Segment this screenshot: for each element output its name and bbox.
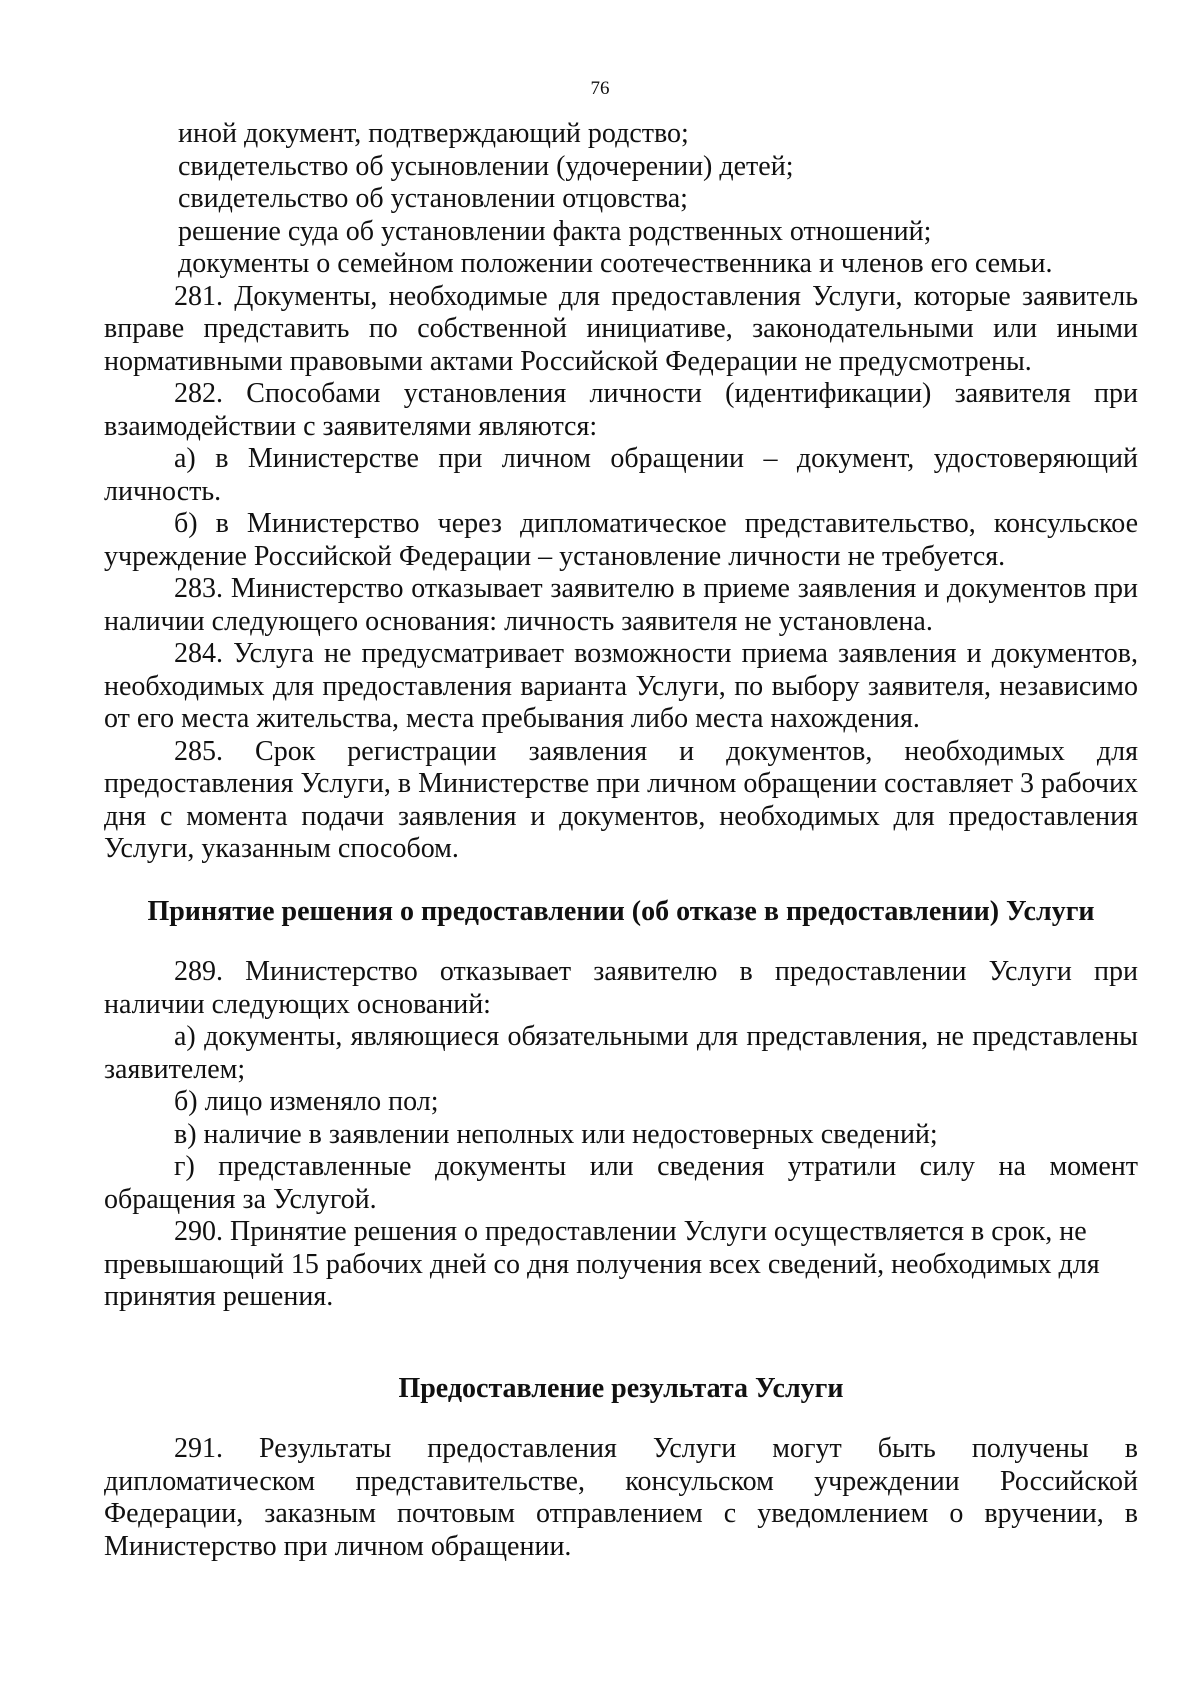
paragraph-282-b: б) в Министерство через дипломатическое представительство, консульское учреждение Российской Федерации – установление личности не требуется. [104,508,1138,572]
section-heading-decision: Принятие решения о предоставлении (об отказе в предоставлении) Услуги [147,895,1095,927]
list-item: свидетельство об установлении отцовства; [178,183,688,214]
document-body [104,118,1138,1563]
paragraph-289-c: в) наличие в заявлении неполных или недостоверных сведений; [174,1118,938,1150]
paragraph-289-b: б) лицо изменяло пол; [174,1086,439,1117]
paragraph-283: 283. Министерство отказывает заявителю в приеме заявления и документов при наличии следующего основания: личность заявителя не установлена. [104,573,1138,637]
paragraph-289-a: а) документы, являющиеся обязательными для представления, не представлены заявителем; [104,1021,1138,1085]
paragraph-284: 284. Услуга не предусматривает возможности приема заявления и документов, необходимых для предоставления варианта Услуги, по выбору заявителя, независимо от его места жительства, места пребывания либо места нахождения. [104,638,1138,734]
paragraph-291: 291. Результаты предоставления Услуги могут быть получены в дипломатическом представительстве, консульском учреждении Российской Федерации, заказным почтовым отправлением с уведомлением о вручении, в Министерство при личном обращении. [104,1433,1138,1562]
page-number: 76 [590,78,610,99]
list-item: иной документ, подтверждающий родство; [178,118,689,149]
paragraph-285: 285. Срок регистрации заявления и документов, необходимых для предоставления Услуги, в Министерстве при личном обращении составляет 3 рабочих дня с момента подачи заявления и документов, необходимых для предоставления Услуги, указанным способом. [104,735,1138,864]
paragraph-289-d: г) представленные документы или сведения утратили силу на момент обращения за Услугой. [104,1151,1138,1215]
paragraph-282: 282. Способами установления личности (идентификации) заявителя при взаимодействии с заявителями являются: [104,378,1138,442]
list-item: документы о семейном положении соотечественника и членов его семьи. [178,248,1053,279]
paragraph-281: 281. Документы, необходимые для предоставления Услуги, которые заявитель вправе представить по собственной инициативе, законодательными или иными нормативными правовыми актами Российской Федерации не предусмотрены. [104,280,1138,377]
list-item: решение суда об установлении факта родственных отношений; [178,215,932,247]
paragraph-289: 289. Министерство отказывает заявителю в предоставлении Услуги при наличии следующих оснований: [104,956,1138,1020]
section-heading-result: Предоставление результата Услуги [398,1372,844,1404]
list-item: свидетельство об усыновлении (удочерении) детей; [178,150,794,182]
paragraph-290: 290. Принятие решения о предоставлении Услуги осуществляется в срок, не превышающий 15 рабочих дней со дня получения всех сведений, необходимых для принятия решения. [104,1216,1100,1312]
paragraph-282-a: а) в Министерстве при личном обращении – документ, удостоверяющий личность. [104,443,1138,507]
